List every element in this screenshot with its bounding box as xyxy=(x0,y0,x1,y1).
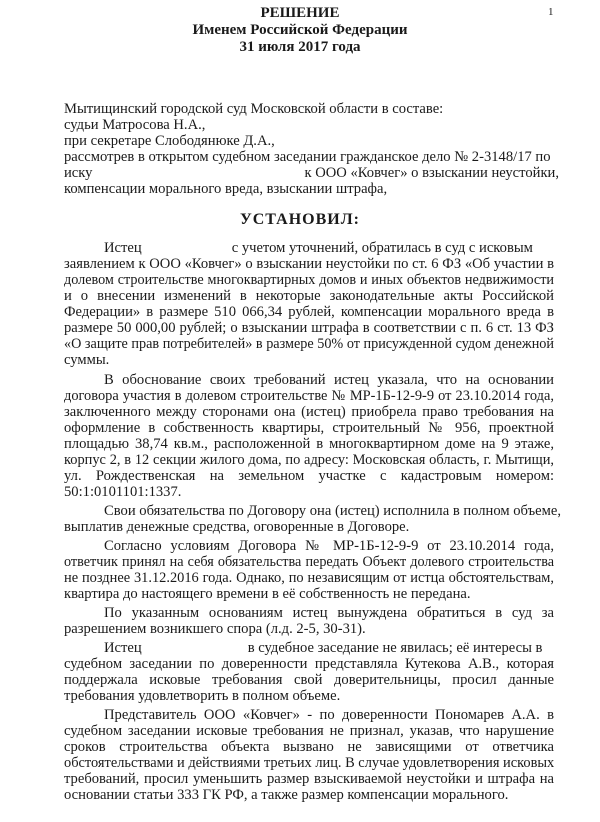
p3-line-2: выплатив денежные средства, оговоренные в Договоре. xyxy=(64,519,410,535)
p1-line-7: «О защите прав потребителей» в размере 50% от присужденной судом денежной xyxy=(64,336,554,352)
p7-line-6: основании статьи 333 ГК РФ, а также размер компенсации морального. xyxy=(64,787,509,803)
p5-line-2: разрешением возникшего спора (л.д. 2-5, 30-31). xyxy=(64,621,366,637)
p3-line-1: Свои обязательства по Договору она (истец) исполнила в полном объеме, xyxy=(104,503,562,519)
p1-plaintiff-word: Истец xyxy=(104,240,142,256)
p1-line-5: Федерации» в размере 510 066,34 рублей, компенсации морального вреда в xyxy=(64,304,554,320)
p6-line-3: поддержала исковые требования свой доверительницы, просил данные xyxy=(64,672,554,688)
p6-plaintiff-word: Истец xyxy=(104,640,142,656)
section-heading-ustanovil: УСТАНОВИЛ: xyxy=(240,211,360,228)
p1-line-1-rest: с учетом уточнений, обратилась в суд с исковым xyxy=(231,240,533,256)
page-number: 1 xyxy=(548,6,554,18)
p1-line-6: размере 50 000,00 рублей; о взыскании штрафа в соответствии с п. 6 ст. 13 ФЗ xyxy=(64,320,554,336)
p2-line-8: 50:1:0101101:1337. xyxy=(64,484,182,500)
p1-line-4: и о внесении изменений в некоторые законодательные акты Российской xyxy=(64,288,554,304)
intro-secretary-line: при секретаре Слободянюке Д.А., xyxy=(64,133,275,149)
p7-line-1: Представитель ООО «Ковчег» - по доверенности Пономарев А.А. в xyxy=(104,707,554,723)
p4-line-1: Согласно условиям Договора № МР-1Б-12-9-9 от 23.10.2014 года, xyxy=(104,538,554,554)
p1-line-8: суммы. xyxy=(64,352,110,368)
p2-line-3: заключенного между сторонами она (истец) приобрела право требования на xyxy=(64,404,554,420)
intro-court-line: Мытищинский городской суд Московской области в составе: xyxy=(64,101,444,117)
p4-line-4: квартира до настоящего времени в её собственность не передана. xyxy=(64,586,471,602)
p4-line-3: не позднее 31.12.2016 года. Однако, по независящим от истца обстоятельствам, xyxy=(64,570,554,586)
p2-line-7: ул. Рождественская на земельном участке с кадастровым номером: xyxy=(64,468,554,484)
p5-line-1: По указанным основаниям истец вынуждена обратиться в суд за xyxy=(104,605,554,621)
intro-claim-line xyxy=(64,165,559,181)
p2-line-5: площадью 38,74 кв.м., расположенной в многоквартирном доме на 9 этаже, xyxy=(64,436,554,452)
intro-claim-rest: к ООО «Ковчег» о взыскании неустойки, xyxy=(304,165,560,181)
p1-line-3: долевом строительстве многоквартирных домов и иных объектов недвижимости xyxy=(64,272,554,288)
document-title: РЕШЕНИЕ xyxy=(260,5,340,21)
p7-line-3: сроков строительства объекта вызвано не зависящими от ответчика xyxy=(64,739,554,755)
p2-line-2: договора участия в долевом строительстве № МР-1Б-12-9-9 от 23.10.2014 года, xyxy=(64,388,554,404)
intro-claims-line: компенсации морального вреда, взыскании штрафа, xyxy=(64,181,388,197)
p6-line-1-rest: в судебное заседание не явилась; её интересы в xyxy=(247,640,543,656)
p6-line-1 xyxy=(104,640,542,656)
document-date: 31 июля 2017 года xyxy=(239,39,361,55)
p4-line-2: ответчик принял на себя обязательства передать Объект долевого строительства xyxy=(64,554,554,570)
intro-judge-line: судьи Матросова Н.А., xyxy=(64,117,206,133)
p7-line-5: требований, просил уменьшить размер взыскиваемой неустойки и штрафа на xyxy=(64,771,554,787)
p7-line-2: судебном заседании исковые требования не признал, указав, что нарушение xyxy=(64,723,554,739)
p1-line-2: заявлением к ООО «Ковчег» о взыскании неустойки по ст. 6 ФЗ «Об участии в xyxy=(64,256,554,272)
p6-line-2: судебном заседании по доверенности представляла Кутекова А.В., которая xyxy=(64,656,554,672)
p2-line-4: оформление в собственность квартиры, строительный № 956, проектной xyxy=(64,420,554,436)
p2-line-1: В обоснование своих требований истец указала, что на основании xyxy=(104,372,554,388)
p6-line-4: требования удовлетворить в полном объеме. xyxy=(64,688,341,704)
p1-line-1 xyxy=(104,240,533,256)
intro-case-line: рассмотрев в открытом судебном заседании гражданское дело № 2-3148/17 по xyxy=(64,149,551,165)
p7-line-4: обстоятельствами и действиями третьих лиц. В случае удовлетворения исковых xyxy=(64,755,555,771)
p2-line-6: корпус 2, в 12 секции жилого дома, по адресу: Московская область, г. Мытищи, xyxy=(64,452,554,468)
document-subtitle: Именем Российской Федерации xyxy=(192,22,408,38)
intro-claim-word: иску xyxy=(64,165,93,181)
